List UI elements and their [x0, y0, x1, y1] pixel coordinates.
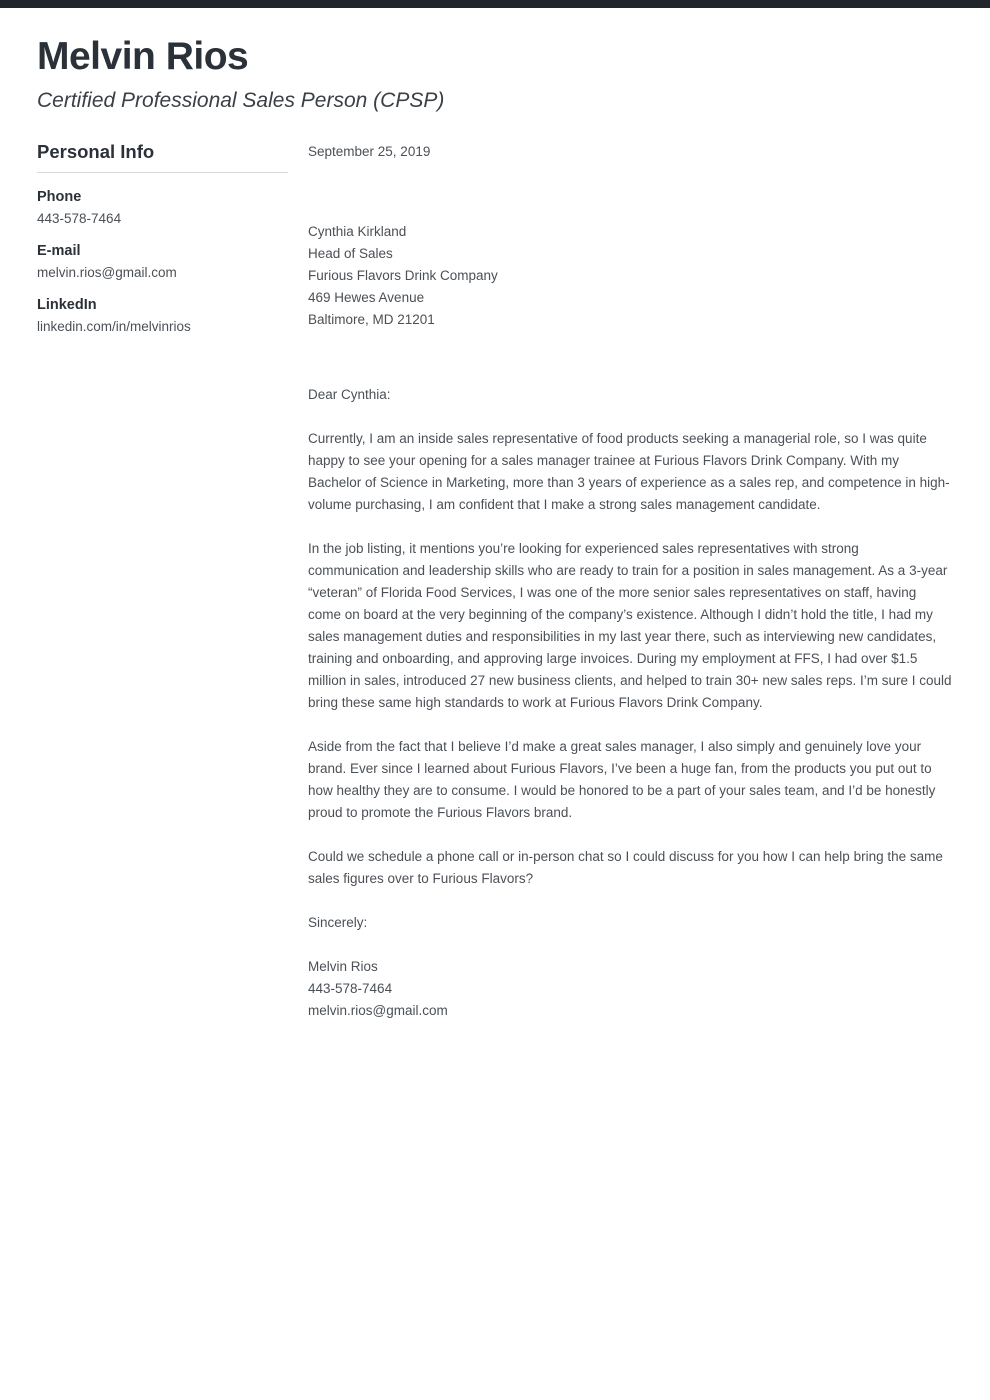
recipient-street: 469 Hewes Avenue — [308, 290, 425, 306]
body-paragraph: In the job listing, it mentions you’re looking for experienced sales representatives with strong communication and leadership skills who are ready to train for a position in sales management. As a 3-year “veteran” of Florida Food Services, I was one of the more senior sales representatives on staff, having come on board at the very beginning of the company’s existence. Although I didn’t hold the title, I had my sales management duties and responsibilities in my last year there, such as interviewing new candidates, training and onboarding, and approving large invoices. During my employment at FFS, I had over $1.5 million in sales, introduced 27 new business clients, and helped to train 30+ new sales reps. I’m sure I could bring these same high standards to work at Furious Flavors Drink Company. — [308, 541, 952, 711]
page-title: Melvin Rios — [37, 35, 249, 78]
body-paragraph: Aside from the fact that I believe I’d make a great sales manager, I also simply and genuinely love your brand. Ever since I learned about Furious Flavors, I’ve been a huge fan, from the products you put out to how healthy they are to consume. I would be honored to be a part of your sales team, and I’d be honestly proud to promote the Furious Flavors brand. — [308, 739, 936, 821]
recipient-company: Furious Flavors Drink Company — [308, 268, 498, 284]
letter-body — [308, 141, 953, 1022]
contact-label: LinkedIn — [37, 297, 97, 314]
signature-name: Melvin Rios — [308, 959, 378, 975]
top-accent-bar — [0, 0, 990, 8]
letter-date: September 25, 2019 — [308, 144, 431, 160]
recipient-block — [308, 221, 953, 331]
signature-block — [308, 956, 953, 1022]
contact-value-phone: 443-578-7464 — [37, 211, 122, 227]
contact-label: Phone — [37, 189, 82, 206]
salutation: Dear Cynthia: — [308, 387, 391, 403]
contact-value-linkedin: linkedin.com/in/melvinrios — [37, 319, 191, 335]
closing-line: Sincerely: — [308, 915, 368, 931]
body-paragraph: Currently, I am an inside sales representative of food products seeking a managerial role, so I was quite happy to see your opening for a sales manager trainee at Furious Flavors Drink Company. With my Bachelor of Science in Marketing, more than 3 years of experience as a sales rep, and competence in high-volume purchasing, I am confident that I make a strong sales management candidate. — [308, 431, 950, 513]
contact-value-email: melvin.rios@gmail.com — [37, 265, 177, 281]
contact-item-email — [37, 240, 288, 284]
content-columns — [37, 141, 953, 1022]
recipient-title: Head of Sales — [308, 246, 393, 262]
recipient-city: Baltimore, MD 21201 — [308, 312, 435, 328]
sidebar-heading: Personal Info — [37, 141, 288, 173]
signature-email: melvin.rios@gmail.com — [308, 1003, 448, 1019]
contact-label: E-mail — [37, 243, 81, 260]
recipient-name: Cynthia Kirkland — [308, 224, 407, 240]
contact-item-phone — [37, 186, 288, 230]
letter-header — [37, 37, 953, 112]
contact-item-linkedin — [37, 294, 288, 338]
signature-phone: 443-578-7464 — [308, 981, 393, 997]
personal-info-sidebar — [37, 141, 308, 338]
job-title-subtitle: Certified Professional Sales Person (CPSP) — [37, 89, 445, 112]
body-paragraph: Could we schedule a phone call or in-person chat so I could discuss for you how I can help bring the same sales figures over to Furious Flavors? — [308, 849, 943, 887]
